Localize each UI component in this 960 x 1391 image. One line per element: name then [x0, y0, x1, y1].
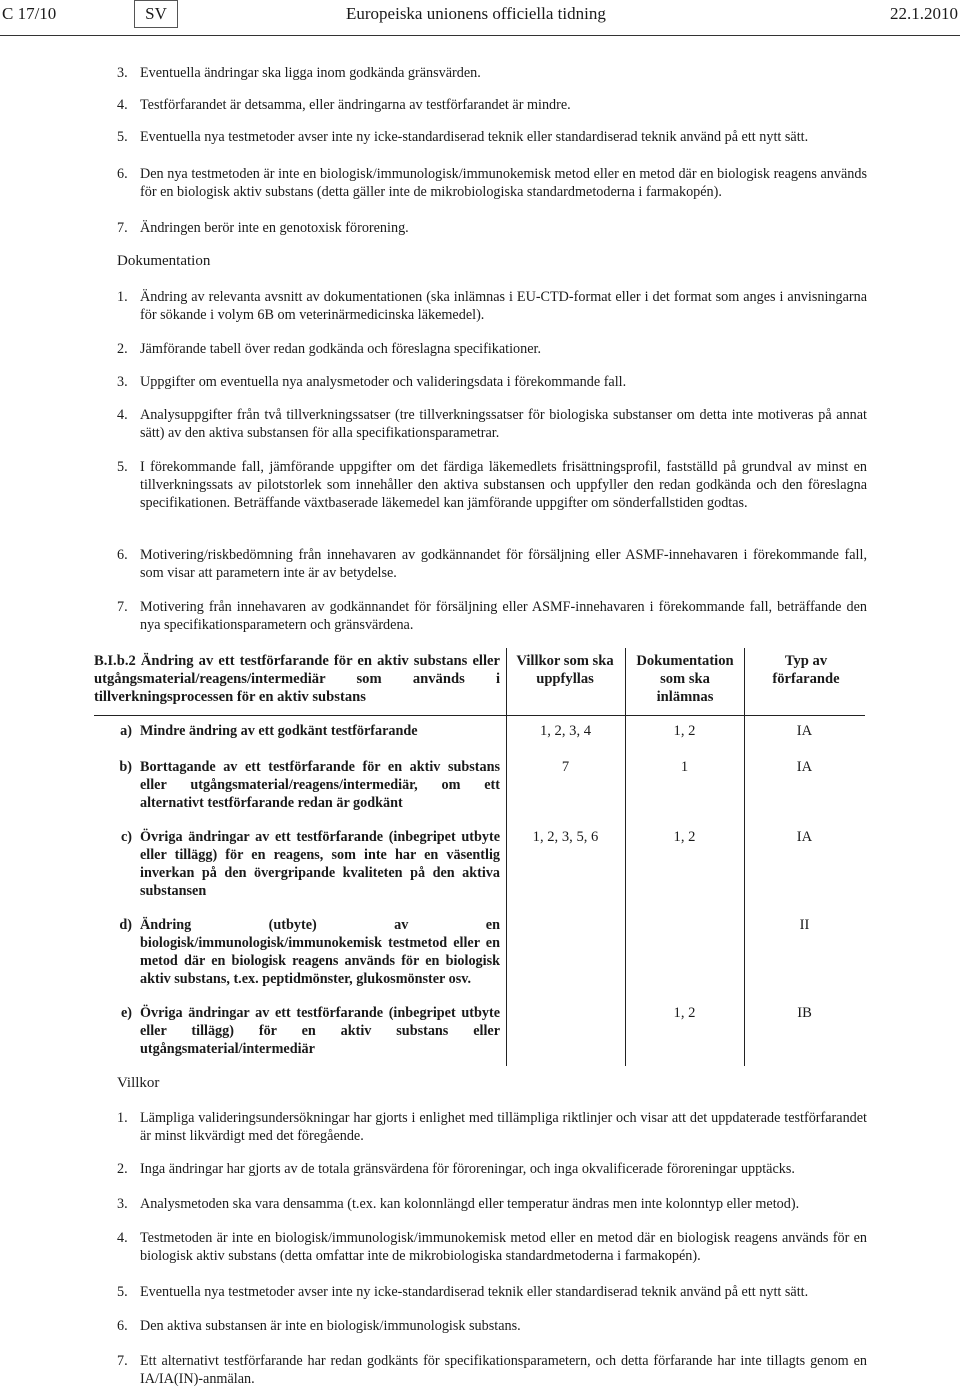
page-id: C 17/10 [2, 4, 57, 23]
list-item: 6. Den aktiva substansen är inte en biologisk/immunologisk substans. [117, 1318, 521, 1334]
variation-table [94, 648, 865, 1066]
header-divider [94, 715, 865, 716]
list-item: 3. Analysmetoden ska vara densamma (t.ex. kan kolonnlängd eller temperatur ändras men inte kolonntyp eller metod). [117, 1196, 800, 1212]
publication-date: 22.1.2010 [890, 4, 958, 23]
list-item: 7. Ett alternativt testförfarande har redan godkänts för specifikationsparametern, och detta förfarande har inte tillagts genom en IA/IA(IN)-anmälan. [117, 1353, 867, 1387]
list-item: 3. Uppgifter om eventuella nya analysmetoder och valideringsdata i förekommande fall. [117, 374, 627, 390]
conditions-heading: Villkor [117, 1075, 160, 1091]
header-rule [0, 35, 960, 36]
list-item: 5. Eventuella nya testmetoder avser inte ny icke-standardiserad teknik eller standardiserad teknik använd på ett nytt sätt. [117, 129, 809, 145]
documentation-heading: Dokumentation [117, 253, 211, 269]
cell-conditions: 7 [561, 759, 570, 775]
cell-documentation: 1, 2 [673, 723, 696, 739]
cell-documentation: 1, 2 [673, 1005, 696, 1021]
list-item: 2. Inga ändringar har gjorts av de totala gränsvärdena för föroreningar, och inga okvalificerade föroreningar upptäcks. [117, 1161, 795, 1177]
column-header-type: Typ av förfarande [772, 653, 840, 687]
table-row: d) Ändring (utbyte) av en biologisk/immunologisk/immunokemisk testmetod eller en metod där en biologisk reagens används för en biologisk aktiv substans, t.ex. peptidmönster, glukosmönster osv. [119, 917, 500, 987]
list-item: 5. I förekommande fall, jämförande uppgifter om det färdiga läkemedlets frisättningsprofil, fastställd på grundval av minst en tillverkningssats av pilotstorlek som innehåller den aktiva substansen och uppfyller den redan godkända och den föreslagna specifikationen. Beträffande växtbaserade läkemedel kan jämförande uppgifter om sönderfallstiden godtas. [117, 459, 867, 511]
cell-documentation: 1 [680, 759, 689, 775]
cell-documentation: 1, 2 [673, 829, 696, 845]
table-title: B.I.b.2 Ändring av ett testförfarande för en aktiv substans eller utgångsmaterial/reagens/intermediär som används i tillverkningsprocessen för en aktiv substans [94, 653, 500, 705]
table-row: b) Borttagande av ett testförfarande för en aktiv substans eller utgångsmaterial/reagens/intermediär, om ett alternativt testförfarande redan är godkänt [119, 759, 500, 811]
language-badge: SV [134, 0, 178, 28]
list-item: 4. Testmetoden är inte en biologisk/immunologisk/immunokemisk metod eller en metod där en biologisk reagens används för en biologisk aktiv substans (detta omfattar inte de mikrobiologiska standardmetoderna i farmakopén). [117, 1230, 867, 1264]
cell-type: IB [797, 1005, 812, 1021]
list-item: 1. Ändring av relevanta avsnitt av dokumentationen (ska inlämnas i EU-CTD-format eller i det format som anges i anvisningarna för sökande i volym 6B om veterinärmedicinska läkemedel). [117, 289, 867, 323]
list-item: 1. Lämpliga valideringsundersökningar har gjorts i enlighet med tillämpliga riktlinjer och visar att det uppdaterade testförfarandet är minst likvärdigt med det föregående. [117, 1110, 867, 1144]
cell-type: IA [796, 759, 813, 775]
list-item: 4. Testförfarandet är detsamma, eller ändringarna av testförfarandet är mindre. [117, 97, 571, 113]
list-item: 3. Eventuella ändringar ska ligga inom godkända gränsvärden. [117, 65, 481, 81]
table-row: e) Övriga ändringar av ett testförfarande (inbegripet utbyte eller tillägg) för en aktiv substans eller utgångsmaterial/intermediär [120, 1005, 500, 1057]
list-item: 4. Analysuppgifter från två tillverkningssatser (tre tillverkningssatser för biologiska substanser om detta inte motiveras på annat sätt) av den aktiva substansen för alla specifikationsparametrar. [117, 407, 867, 441]
list-item: 6. Motivering/riskbedömning från innehavaren av godkännandet för försäljning eller ASMF-innehavaren i förekommande fall, som visar att parametern inte är av betydelse. [117, 547, 867, 581]
table-row: c) Övriga ändringar av ett testförfarande (inbegripet utbyte eller tillägg) för en reagens, som inte har en väsentlig inverkan på den övergripande kvaliteten på den aktiva substansen [120, 829, 500, 899]
page-header [0, 0, 960, 30]
journal-title: Europeiska unionens officiella tidning [346, 4, 606, 23]
list-item: 2. Jämförande tabell över redan godkända och föreslagna specifikationer. [117, 341, 542, 357]
list-item: 5. Eventuella nya testmetoder avser inte ny icke-standardiserad teknik eller standardiserad teknik använd på ett nytt sätt. [117, 1284, 809, 1300]
cell-type: II [799, 917, 810, 933]
cell-conditions: 1, 2, 3, 5, 6 [532, 829, 599, 845]
list-item: 6. Den nya testmetoden är inte en biologisk/immunologisk/immunokemisk metod eller en metod där en biologisk reagens används för en biologisk aktiv substans (detta gäller inte de mikrobiologiska standardmetoderna i farmakopén). [117, 166, 867, 200]
column-header-conditions: Villkor som ska uppfyllas [516, 653, 614, 687]
list-item: 7. Motivering från innehavaren av godkännandet för försäljning eller ASMF-innehavaren i förekommande fall, beträffande den nya specifikationsparametern och gränsvärdena. [117, 599, 867, 633]
column-divider [506, 648, 507, 1066]
cell-type: IA [796, 829, 813, 845]
table-row: a) Mindre ändring av ett godkänt testförfarande [120, 723, 418, 739]
list-item: 7. Ändringen berör inte en genotoxisk förorening. [117, 220, 409, 236]
column-header-documentation: Dokumentation som ska inlämnas [636, 653, 734, 705]
cell-type: IA [796, 723, 813, 739]
cell-conditions: 1, 2, 3, 4 [539, 723, 592, 739]
